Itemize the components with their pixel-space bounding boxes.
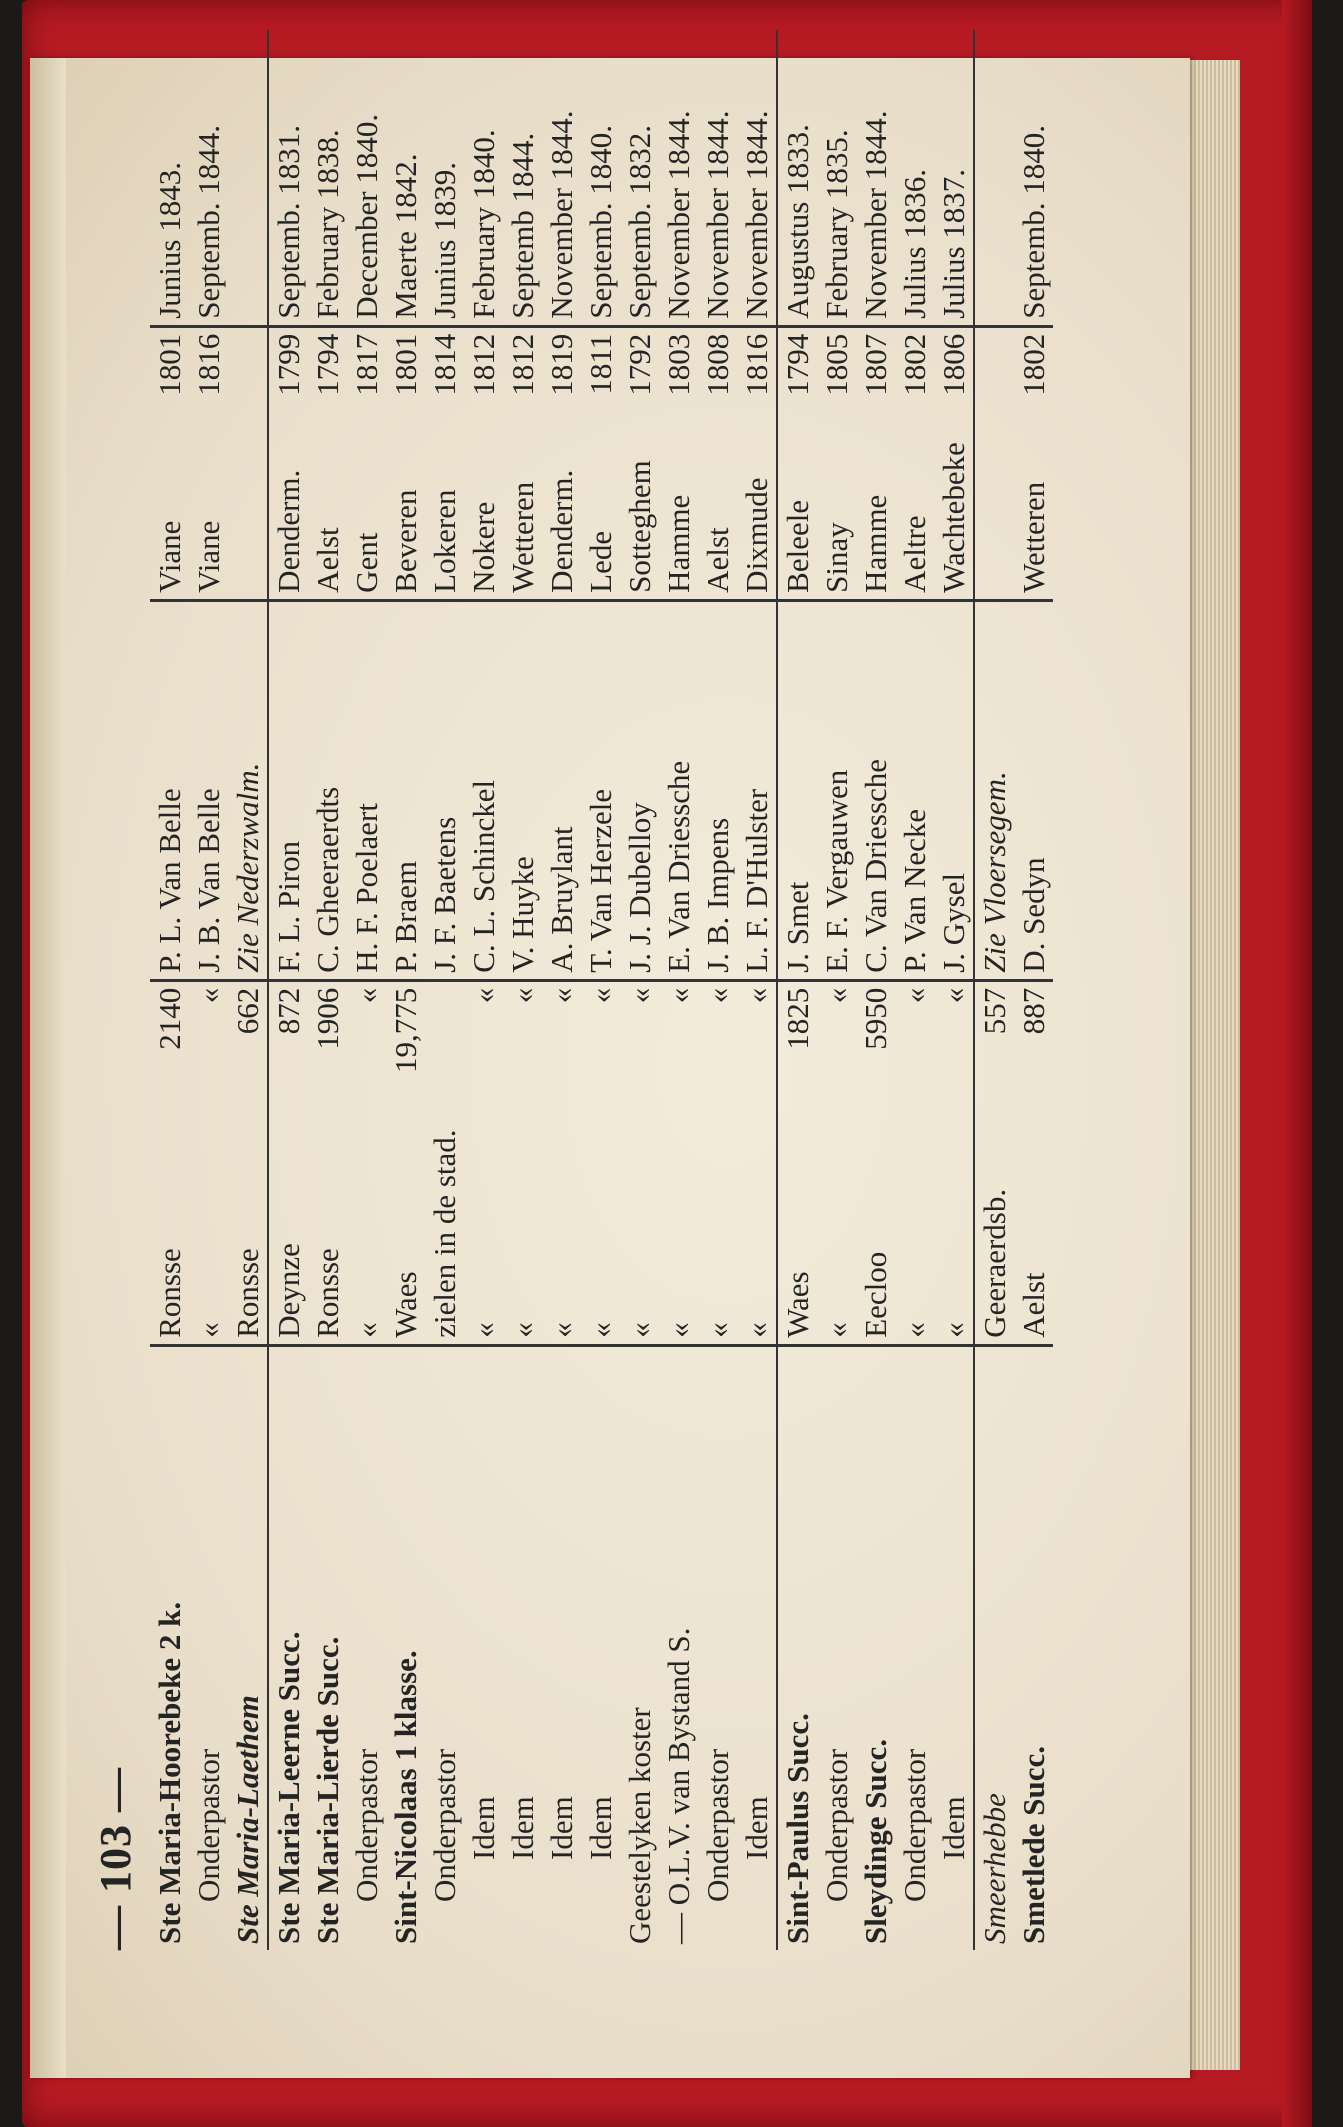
population-cell: 19,775	[388, 987, 423, 1074]
dekenij-cell: Aelst	[1014, 1123, 1053, 1345]
population-cell: 872	[268, 980, 308, 1123]
birth-year-cell: 1802	[897, 333, 932, 396]
population-cell	[425, 980, 464, 1123]
pastor-cell: J. Smet	[777, 600, 817, 980]
birthplace-cell: Beleele	[777, 408, 817, 600]
birthplace-cell: Sotteghem	[620, 408, 659, 600]
birthplace-cell: Hamme	[856, 408, 895, 600]
birth-year-cell: 1802	[1016, 333, 1051, 396]
parish-cell: Ste Maria-Leerne Succ.	[268, 1345, 308, 1950]
pastor-cell: J. B. Van Belle	[189, 600, 228, 980]
dekenij-cell: «	[934, 1123, 974, 1345]
population-cell: «	[191, 987, 226, 1004]
population-cell: 1906	[310, 987, 345, 1050]
parish-cell: Smetlede Succ.	[1016, 1745, 1051, 1944]
birth-year-cell: 1808	[700, 333, 735, 396]
appointment-cell: November 1844.	[737, 30, 777, 326]
table-row	[737, 30, 777, 1950]
pastor-cell: E. F. Vergauwen	[817, 600, 856, 980]
appointment-cell: Septemb. 1840.	[581, 30, 620, 326]
pastor-cell: A. Bruylant	[542, 600, 581, 980]
birth-year-cell: 1803	[661, 333, 696, 396]
appointment-cell: Septemb 1844.	[503, 30, 542, 326]
pastor-cell: D. Sedyn	[1014, 600, 1053, 980]
appointment-cell: November 1844.	[542, 30, 581, 326]
appointment-cell: Julius 1836.	[895, 30, 934, 326]
birth-year-cell: 1817	[349, 333, 384, 396]
birth-year-cell: 1811	[583, 333, 618, 395]
birth-year-cell: 1794	[777, 326, 817, 408]
birth-year-cell: 1816	[191, 333, 226, 396]
dekenij-cell: Waes	[777, 1123, 817, 1345]
dekenij-cell: «	[503, 1123, 542, 1345]
birthplace-cell: Lede	[581, 408, 620, 600]
birthplace-cell: Wetteren	[503, 408, 542, 600]
dekenij-cell: Geeraerdsb.	[974, 1123, 1014, 1345]
dekenij-cell: Waes	[386, 1123, 425, 1345]
dekenij-cell: «	[189, 1123, 228, 1345]
birth-year-cell: 1801	[388, 333, 423, 396]
parish-cell: Onderpastor	[819, 1748, 854, 1902]
population-cell: «	[544, 987, 579, 1004]
parish-cell: Sint-Nicolaas 1 klasse.	[388, 1650, 423, 1944]
pastor-cell: F. L. Piron	[268, 600, 308, 980]
parish-cell: Smeerhebbe	[974, 1345, 1014, 1950]
dekenij-cell: «	[620, 1123, 659, 1345]
table-row	[581, 30, 620, 1950]
parish-cell: Sint-Paulus Succ.	[777, 1345, 817, 1950]
table-row	[150, 30, 189, 1950]
birth-year-cell: 1792	[622, 333, 657, 396]
parish-cell: Ste Maria-Laethem	[230, 1695, 265, 1944]
pastor-cell: C. L. Schinckel	[464, 600, 503, 980]
appointment-cell: November 1844.	[659, 30, 698, 326]
birth-year-cell: 1807	[858, 333, 893, 396]
appointment-cell: Julius 1837.	[934, 30, 974, 326]
birthplace-cell: Denderm.	[542, 408, 581, 600]
appointment-cell: February 1840.	[464, 30, 503, 326]
pastor-cell: V. Huyke	[503, 600, 542, 980]
pastor-cell: T. Van Herzele	[581, 600, 620, 980]
table-row	[464, 30, 503, 1950]
pastor-cell: J. J. Dubelloy	[620, 600, 659, 980]
table-row	[189, 30, 228, 1950]
birth-year-cell	[228, 326, 268, 408]
birthplace-cell: Gent	[347, 408, 386, 600]
dekenij-cell: «	[737, 1123, 777, 1345]
population-cell: 887	[1016, 987, 1051, 1035]
pastor-cell: H. F. Poelaert	[347, 600, 386, 980]
population-cell: «	[700, 987, 735, 1004]
population-cell: «	[349, 987, 384, 1004]
pastor-cell: C. Gheeraerdts	[308, 600, 347, 980]
table-row	[228, 30, 268, 1950]
appointment-cell: December 1840.	[347, 30, 386, 326]
appointment-cell	[974, 30, 1014, 326]
population-cell: «	[505, 987, 540, 1004]
dekenij-cell: Ronsse	[150, 1123, 189, 1345]
dekenij-cell: Ronsse	[228, 1123, 268, 1345]
parish-cell: Onderpastor	[700, 1748, 735, 1902]
birth-year-cell: 1805	[819, 333, 854, 396]
population-cell: «	[739, 987, 774, 1004]
birthplace-cell: Aelst	[308, 408, 347, 600]
birthplace-cell: Wetteren	[1014, 408, 1053, 600]
dekenij-cell: zielen in de stad.	[425, 1123, 464, 1345]
population-cell: «	[661, 987, 696, 1004]
table-row	[386, 30, 425, 1950]
appointment-cell: February 1838.	[308, 30, 347, 326]
page-sheet	[70, 30, 1070, 2030]
table-row	[777, 30, 817, 1950]
birth-year-cell: 1799	[268, 326, 308, 408]
rotated-page-content	[70, 30, 1070, 2030]
birthplace-cell: Viane	[189, 408, 228, 600]
population-cell: «	[466, 987, 501, 1004]
population-cell: 557	[974, 980, 1014, 1123]
birthplace-cell: Dixmude	[737, 408, 777, 600]
cover-spine-edge	[1282, 0, 1312, 2127]
parish-cell: Idem	[544, 1796, 579, 1860]
dekenij-cell: «	[698, 1123, 737, 1345]
table-row	[347, 30, 386, 1950]
table-row	[268, 30, 308, 1950]
parish-cell: Idem	[739, 1796, 774, 1860]
dekenij-cell: «	[817, 1123, 856, 1345]
table-row	[308, 30, 347, 1950]
dekenij-cell: «	[659, 1123, 698, 1345]
parish-cell: Idem	[466, 1796, 501, 1860]
birthplace-cell: Viane	[150, 408, 189, 600]
pastor-cell: C. Van Driessche	[856, 600, 895, 980]
pastor-cell: P. Van Necke	[895, 600, 934, 980]
clergy-table	[150, 30, 1053, 1950]
appointment-cell: November 1844.	[698, 30, 737, 326]
birthplace-cell: Denderm.	[268, 408, 308, 600]
appointment-cell: Septemb. 1831.	[268, 30, 308, 326]
population-cell: «	[897, 987, 932, 1004]
table-row	[895, 30, 934, 1950]
parish-cell: Idem	[505, 1796, 540, 1860]
birth-year-cell: 1819	[544, 333, 579, 396]
appointment-cell: Junius 1843.	[150, 30, 189, 326]
parish-cell: Ste Maria-Lierde Succ.	[310, 1636, 345, 1944]
population-cell: «	[583, 987, 618, 1004]
page-number: — 103 —	[91, 1767, 140, 1950]
table-row	[620, 30, 659, 1950]
table-row	[425, 30, 464, 1950]
appointment-cell: Septemb. 1840.	[1014, 30, 1053, 326]
appointment-cell: Maerte 1842.	[386, 30, 425, 326]
pastor-cell: J. F. Baetens	[425, 600, 464, 980]
population-cell: «	[622, 987, 657, 1004]
dekenij-cell: Ronsse	[308, 1123, 347, 1345]
birthplace-cell	[228, 408, 268, 600]
birthplace-cell: Lokeren	[425, 408, 464, 600]
dekenij-cell: «	[581, 1123, 620, 1345]
table-row	[817, 30, 856, 1950]
population-cell: «	[936, 987, 971, 1004]
parish-cell: Onderpastor	[427, 1748, 462, 1902]
birthplace-cell: Aeltre	[895, 408, 934, 600]
appointment-cell: Septemb. 1844.	[189, 30, 228, 326]
pastor-cell: Zie Nederzwalm.	[228, 600, 268, 980]
appointment-cell	[228, 30, 268, 326]
table-row	[974, 30, 1014, 1950]
birthplace-cell: Beveren	[386, 408, 425, 600]
parish-cell: Geestelyken koster	[622, 1707, 657, 1944]
birth-year-cell: 1812	[505, 333, 540, 396]
dekenij-cell: «	[464, 1123, 503, 1345]
birth-year-cell: 1814	[427, 333, 462, 396]
population-cell: «	[819, 987, 854, 1004]
birth-year-cell	[974, 326, 1014, 408]
table-row	[542, 30, 581, 1950]
birthplace-cell: Wachtebeke	[934, 408, 974, 600]
parish-cell: — O.L.V. van Bystand S.	[661, 1627, 696, 1944]
birthplace-cell: Nokere	[464, 408, 503, 600]
pastor-cell: P. L. Van Belle	[150, 600, 189, 980]
pastor-cell: E. Van Driessche	[659, 600, 698, 980]
birth-year-cell: 1794	[310, 333, 345, 396]
dekenij-cell: Deynze	[268, 1123, 308, 1345]
pastor-cell: J. B. Impens	[698, 600, 737, 980]
population-cell: 662	[230, 987, 265, 1035]
population-cell: 2140	[152, 987, 187, 1050]
page-gutter	[30, 58, 66, 2078]
parish-cell: Onderpastor	[897, 1748, 932, 1902]
appointment-cell: Junius 1839.	[425, 30, 464, 326]
birthplace-cell: Sinay	[817, 408, 856, 600]
pastor-cell: L. F. D'Hulster	[737, 600, 777, 980]
birthplace-cell	[974, 408, 1014, 600]
appointment-cell: Septemb. 1832.	[620, 30, 659, 326]
population-cell: 5950	[858, 987, 893, 1050]
pastor-cell: P. Braem	[386, 600, 425, 980]
parish-cell: Idem	[583, 1796, 618, 1860]
population-cell: 1825	[777, 980, 817, 1123]
pastor-cell: J. Gysel	[934, 600, 974, 980]
table-row	[934, 30, 974, 1950]
appointment-cell: February 1835.	[817, 30, 856, 326]
dekenij-cell: Eecloo	[856, 1123, 895, 1345]
birthplace-cell: Aelst	[698, 408, 737, 600]
table-row	[1014, 30, 1053, 1950]
birth-year-cell: 1812	[466, 333, 501, 396]
parish-cell: Ste Maria-Hoorebeke 2 k.	[152, 1601, 187, 1944]
parish-cell: Idem	[936, 1796, 971, 1860]
appointment-cell: November 1844.	[856, 30, 895, 326]
pastor-cell: Zie Vloersegem.	[974, 600, 1014, 980]
table-row	[503, 30, 542, 1950]
parish-cell: Onderpastor	[349, 1748, 384, 1902]
birth-year-cell: 1806	[936, 333, 971, 396]
parish-cell: Sleydinge Succ.	[858, 1739, 893, 1944]
dekenij-cell: «	[347, 1123, 386, 1345]
table-row	[856, 30, 895, 1950]
birthplace-cell: Hamme	[659, 408, 698, 600]
dekenij-cell: «	[895, 1123, 934, 1345]
parish-cell: Onderpastor	[191, 1748, 226, 1902]
table-row	[698, 30, 737, 1950]
appointment-cell: Augustus 1833.	[777, 30, 817, 326]
birth-year-cell: 1816	[739, 333, 774, 396]
table-row	[659, 30, 698, 1950]
birth-year-cell: 1801	[152, 333, 187, 396]
dekenij-cell: «	[542, 1123, 581, 1345]
